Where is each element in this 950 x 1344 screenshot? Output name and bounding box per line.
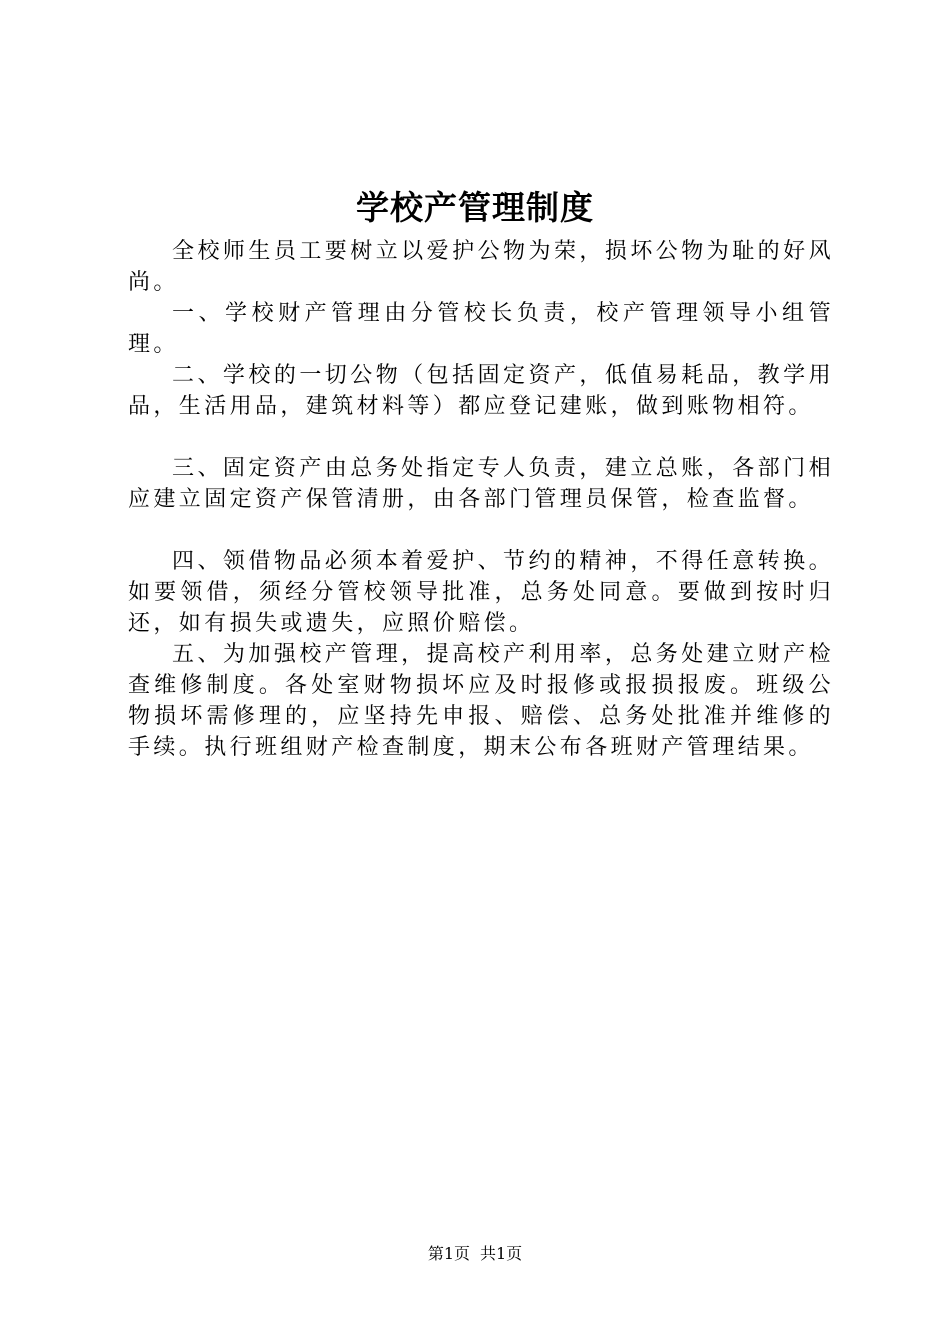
document-title: 学校产管理制度 — [356, 188, 594, 227]
page-number-current: 第1页 — [427, 1244, 470, 1263]
paragraph-spacer — [128, 515, 834, 546]
paragraph-item-2: 二、学校的一切公物（包括固定资产，低值易耗品，教学用品，生活用品，建筑材料等）都应登记建账，做到账物相符。 — [128, 363, 834, 419]
page-number-total: 共1页 — [480, 1244, 523, 1263]
paragraph-item-3: 三、固定资产由总务处指定专人负责，建立总账，各部门相应建立固定资产保管清册，由各部门管理员保管，检查监督。 — [128, 456, 834, 512]
document-body — [128, 236, 834, 763]
paragraph-item-1: 一、学校财产管理由分管校长负责，校产管理领导小组管理。 — [128, 301, 834, 357]
page-footer — [0, 1243, 950, 1265]
paragraph-item-4: 四、领借物品必须本着爱护、节约的精神，不得任意转换。如要领借，须经分管校领导批准，总务处同意。要做到按时归还，如有损失或遗失，应照价赔偿。 — [128, 549, 834, 636]
paragraph-item-5: 五、为加强校产管理，提高校产利用率，总务处建立财产检查维修制度。各处室财物损坏应及时报修或报损报废。班级公物损坏需修理的，应坚持先申报、赔偿、总务处批准并维修的手续。执行班组财产检查制度，期末公布各班财产管理结果。 — [128, 642, 834, 760]
paragraph-intro: 全校师生员工要树立以爱护公物为荣，损坏公物为耻的好风尚。 — [128, 239, 834, 295]
paragraph-spacer — [128, 422, 834, 453]
